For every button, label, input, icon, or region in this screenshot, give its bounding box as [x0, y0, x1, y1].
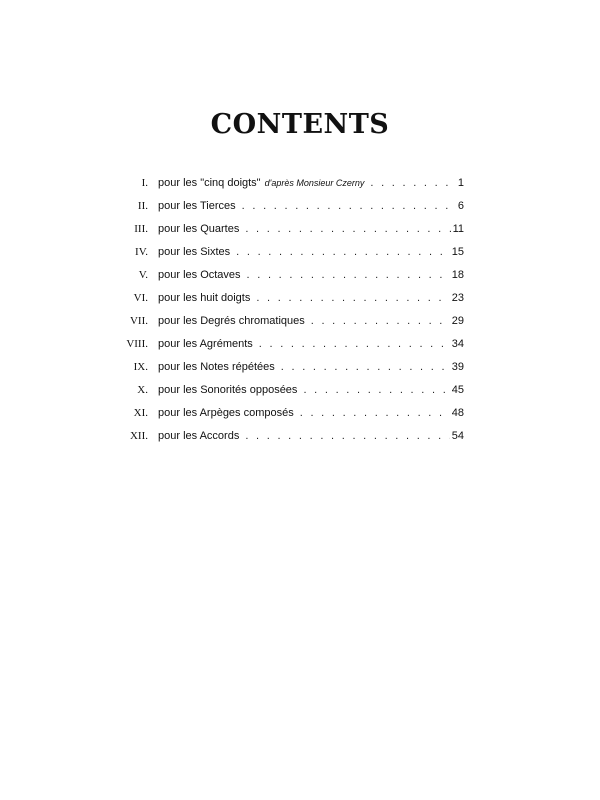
toc-entry-title: pour les Octaves [158, 269, 241, 281]
dot-leader [259, 333, 450, 355]
toc-entry-note: d'après Monsieur Czerny [264, 178, 365, 188]
dot-leader [242, 195, 456, 217]
toc-numeral: VI. [133, 292, 148, 304]
toc-entry [158, 402, 464, 424]
toc-numeral: VIII. [126, 338, 148, 350]
dot-leader [247, 264, 450, 286]
toc-page-number: 1 [457, 177, 464, 189]
toc-numeral: XI. [133, 407, 148, 419]
toc-entry-title: pour les Sixtes [158, 246, 231, 258]
dot-leader [300, 402, 450, 424]
toc-entry [158, 287, 464, 309]
toc-entry-title: pour les Agréments [158, 338, 253, 350]
toc-entry-title: pour les "cinq doigts" [158, 177, 261, 189]
toc-row [0, 195, 600, 217]
toc-numeral: I. [141, 177, 148, 189]
toc-row [0, 241, 600, 263]
toc-row [0, 402, 600, 424]
toc-numeral: XII. [129, 430, 148, 442]
toc-numeral: II. [137, 200, 148, 212]
toc-row [0, 218, 600, 240]
toc-numeral: VII. [129, 315, 148, 327]
toc-page-number: 23 [451, 292, 464, 304]
toc-entry [158, 264, 464, 286]
dot-leader [245, 425, 449, 447]
toc-row [0, 356, 600, 378]
page-title: CONTENTS [210, 109, 390, 140]
toc-entry [158, 195, 464, 217]
toc-numeral: IX. [133, 361, 148, 373]
dot-leader [370, 172, 456, 194]
toc-entry-title: pour les Notes répétées [158, 361, 275, 373]
toc-entry [158, 218, 464, 240]
dot-leader [245, 218, 450, 240]
toc-entry [158, 241, 464, 263]
toc-entry-title: pour les Arpèges composés [158, 407, 294, 419]
toc-page-number: 29 [451, 315, 464, 327]
toc-row [0, 287, 600, 309]
toc-row [0, 425, 600, 447]
toc-entry [158, 172, 464, 194]
dot-leader [281, 356, 450, 378]
dot-leader [303, 379, 449, 401]
dot-leader [311, 310, 450, 332]
toc-entry [158, 425, 464, 447]
toc-row [0, 379, 600, 401]
toc-entry-title: pour les Degrés chromatiques [158, 315, 305, 327]
toc-entry-title: pour les Accords [158, 430, 240, 442]
toc-page-number: 54 [451, 430, 464, 442]
dot-leader [236, 241, 450, 263]
toc-page-number: 11 [452, 223, 464, 235]
toc-numeral: III. [134, 223, 148, 235]
toc-entry-title: pour les Sonorités opposées [158, 384, 298, 396]
toc-page-number: 6 [457, 200, 464, 212]
toc-row [0, 310, 600, 332]
toc-page-number: 34 [451, 338, 464, 350]
toc-page-number: 45 [451, 384, 464, 396]
toc-numeral: X. [137, 384, 148, 396]
toc-entry-title: pour les huit doigts [158, 292, 251, 304]
toc-numeral: IV. [135, 246, 148, 258]
toc-entry-title: pour les Quartes [158, 223, 240, 235]
toc-page-number: 18 [451, 269, 464, 281]
toc-page-number: 39 [451, 361, 464, 373]
toc-entry [158, 379, 464, 401]
toc-page-number: 15 [451, 246, 464, 258]
toc-row [0, 172, 600, 194]
toc-row [0, 333, 600, 355]
dot-leader [256, 287, 449, 309]
toc-row [0, 264, 600, 286]
toc-entry [158, 356, 464, 378]
toc-entry-title: pour les Tierces [158, 200, 236, 212]
toc-entry [158, 333, 464, 355]
toc-page-number: 48 [451, 407, 464, 419]
toc-numeral: V. [138, 269, 148, 281]
toc-entry [158, 310, 464, 332]
